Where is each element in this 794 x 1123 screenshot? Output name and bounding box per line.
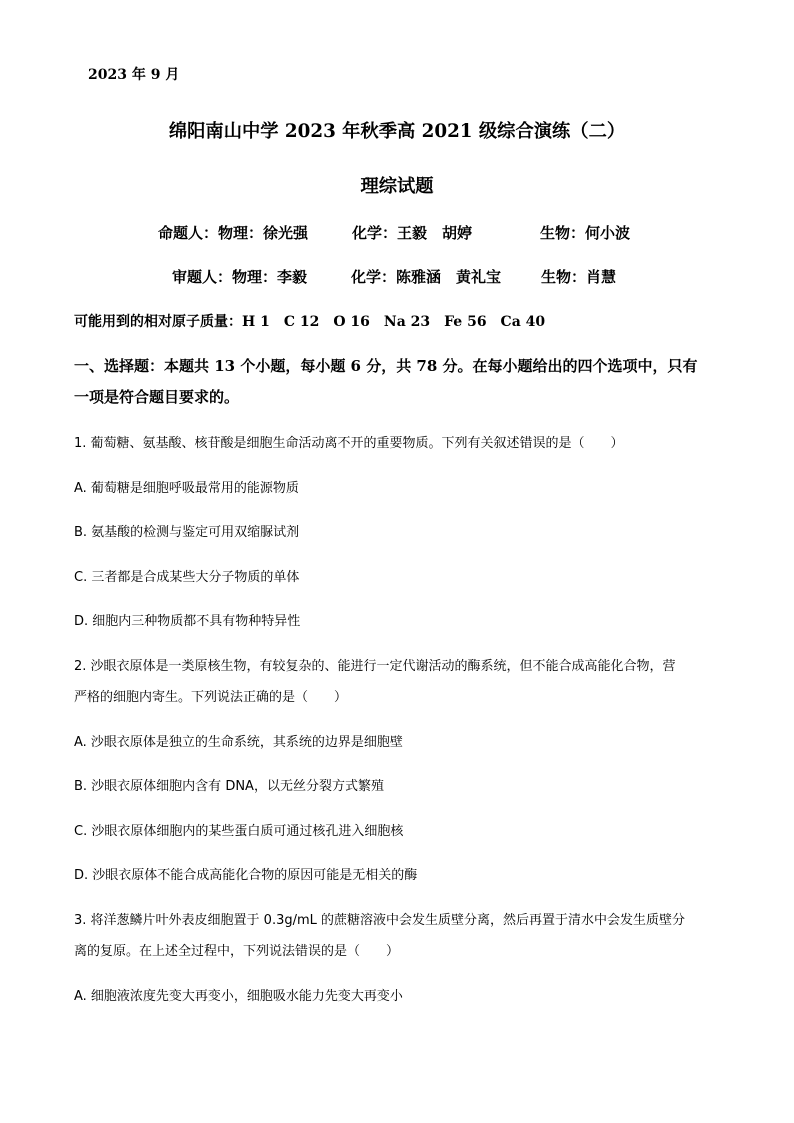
question-2-stem-line2: 严格的细胞内寄生。下列说法正确的是（ ） [74, 690, 348, 705]
atomic-masses: 可能用到的相对原子质量：H 1 C 12 O 16 Na 23 Fe 56 Ca 40 [74, 314, 546, 330]
reviewers-chemistry: 化学：陈雅涵 黄礼宝 [351, 268, 502, 286]
question-2-option-b: B. 沙眼衣原体细胞内含有 DNA，以无丝分裂方式繁殖 [74, 779, 384, 794]
question-1-option-d: D. 细胞内三种物质都不具有物种特异性 [74, 614, 301, 629]
proposers-physics: 命题人：物理：徐光强 [158, 224, 309, 242]
exam-title: 绵阳南山中学 2023 年秋季高 2021 级综合演练（二） [168, 121, 626, 142]
question-2-option-c: C. 沙眼衣原体细胞内的某些蛋白质可通过核孔进入细胞核 [74, 824, 404, 839]
proposers-chemistry: 化学：王毅 胡婷 [352, 224, 473, 242]
question-1-option-c: C. 三者都是合成某些大分子物质的单体 [74, 570, 300, 585]
proposers-biology: 生物：何小波 [540, 224, 631, 242]
section-heading-line2: 一项是符合题目要求的。 [74, 388, 240, 406]
question-2-option-d: D. 沙眼衣原体不能合成高能化合物的原因可能是无相关的酶 [74, 868, 418, 883]
question-1-stem: 1. 葡萄糖、氨基酸、核苷酸是细胞生命活动离不开的重要物质。下列有关叙述错误的是（ ） [74, 436, 624, 451]
exam-subtitle: 理综试题 [360, 176, 434, 197]
question-2-stem-line1: 2. 沙眼衣原体是一类原核生物，有较复杂的、能进行一定代谢活动的酶系统，但不能合成高能化合物，营 [74, 659, 676, 674]
question-1-option-a: A. 葡萄糖是细胞呼吸最常用的能源物质 [74, 481, 299, 496]
question-3-stem-line1: 3. 将洋葱鳞片叶外表皮细胞置于 0.3g/mL 的蔗糖溶液中会发生质壁分离，然后再置于清水中会发生质壁分 [74, 913, 686, 928]
question-2-option-a: A. 沙眼衣原体是独立的生命系统，其系统的边界是细胞壁 [74, 735, 403, 750]
reviewers-biology: 生物：肖慧 [541, 268, 617, 286]
question-1-option-b: B. 氨基酸的检测与鉴定可用双缩脲试剂 [74, 525, 300, 540]
reviewers-physics: 审题人：物理：李毅 [172, 268, 308, 286]
question-3-stem-line2: 离的复原。在上述全过程中，下列说法错误的是（ ） [74, 944, 400, 959]
exam-date: 2023 年 9 月 [88, 67, 180, 83]
section-heading-line1: 一、选择题：本题共 13 个小题，每小题 6 分，共 78 分。在每小题给出的四个选项中，只有 [74, 357, 698, 375]
question-3-option-a: A. 细胞液浓度先变大再变小，细胞吸水能力先变大再变小 [74, 989, 403, 1004]
